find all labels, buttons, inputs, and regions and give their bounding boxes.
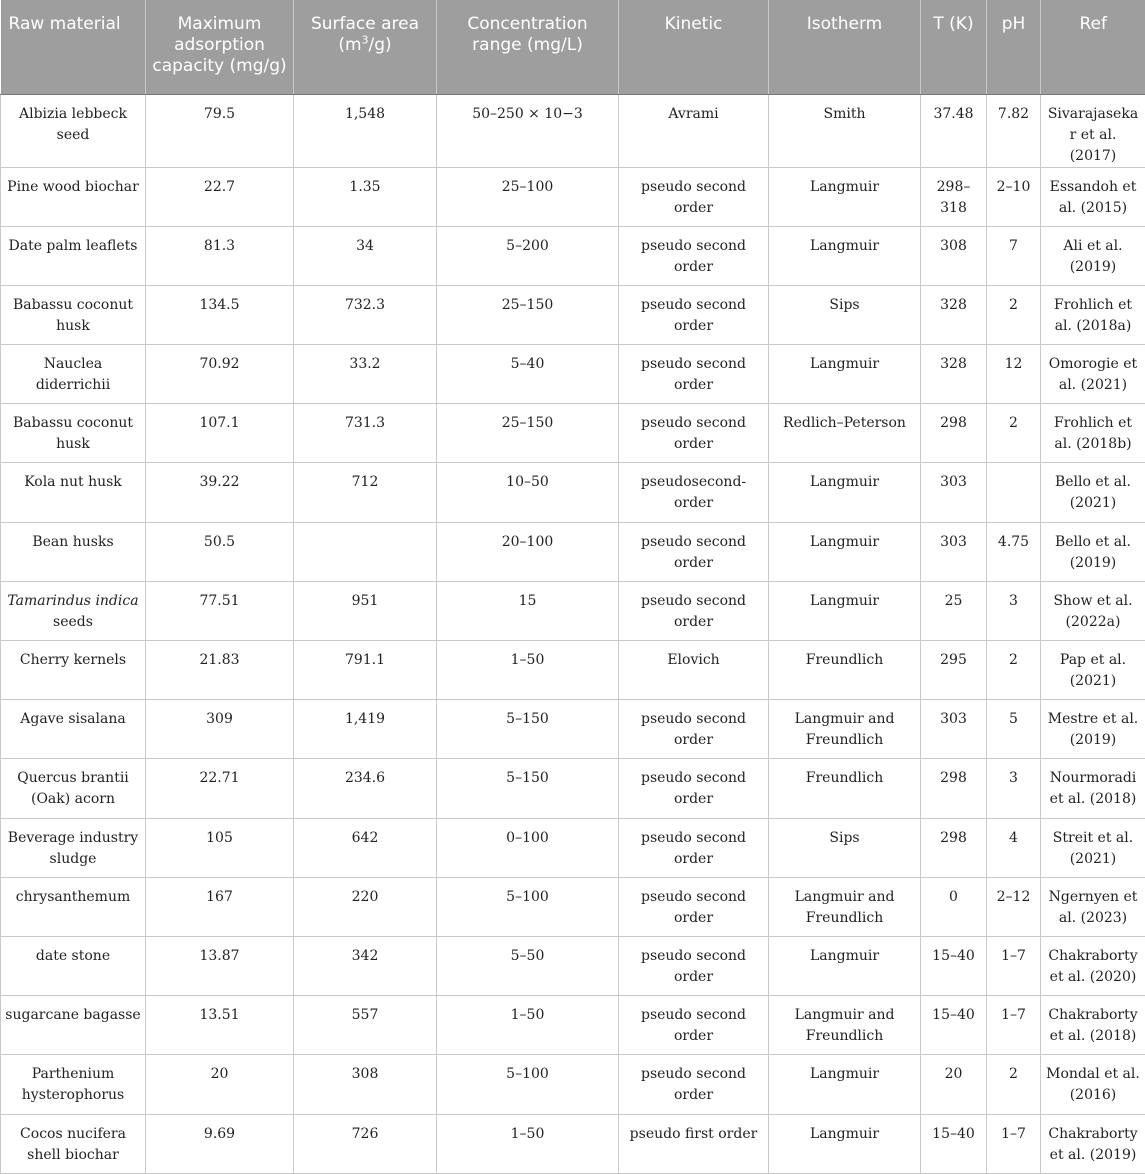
cell-raw-material: Cherry kernels	[1, 641, 146, 700]
cell-raw-material: chrysanthemum	[1, 877, 146, 936]
cell-ph: 2	[987, 285, 1041, 344]
cell-surface-area: 557	[294, 996, 437, 1055]
cell-temperature: 298	[921, 818, 987, 877]
cell-ref: Frohlich et al. (2018a)	[1041, 285, 1145, 344]
cell-ref: Bello et al. (2019)	[1041, 522, 1145, 581]
table-row	[1, 818, 1145, 877]
cell-ph: 2	[987, 404, 1041, 463]
cell-concentration: 10–50	[437, 463, 619, 522]
table-row	[1, 1055, 1145, 1114]
cell-concentration: 1–50	[437, 641, 619, 700]
cell-raw-material: Albizia lebbeck seed	[1, 94, 146, 167]
cell-ref: Streit et al. (2021)	[1041, 818, 1145, 877]
cell-surface-area: 726	[294, 1114, 437, 1173]
table-row	[1, 167, 1145, 226]
cell-raw-material	[1, 581, 146, 640]
cell-max-capacity: 39.22	[146, 463, 294, 522]
cell-surface-area: 1,419	[294, 700, 437, 759]
cell-isotherm: Sips	[769, 285, 921, 344]
cell-surface-area: 33.2	[294, 345, 437, 404]
cell-concentration: 25–100	[437, 167, 619, 226]
table-row	[1, 94, 1145, 167]
cell-ref: Mondal et al. (2016)	[1041, 1055, 1145, 1114]
cell-max-capacity: 81.3	[146, 226, 294, 285]
table-row	[1, 877, 1145, 936]
cell-isotherm: Freundlich	[769, 641, 921, 700]
cell-temperature: 298–318	[921, 167, 987, 226]
header-ph: pH	[987, 0, 1041, 94]
header-surface-area-unit-sup: 3	[362, 33, 369, 46]
header-raw-material: Raw material	[1, 0, 146, 94]
cell-isotherm: Langmuir	[769, 581, 921, 640]
cell-concentration: 5–100	[437, 1055, 619, 1114]
cell-kinetic: pseudo second order	[619, 818, 769, 877]
cell-raw-material: Parthenium hysterophorus	[1, 1055, 146, 1114]
cell-isotherm: Langmuir and Freundlich	[769, 996, 921, 1055]
cell-isotherm: Langmuir	[769, 167, 921, 226]
cell-max-capacity: 77.51	[146, 581, 294, 640]
cell-max-capacity: 105	[146, 818, 294, 877]
cell-concentration: 5–200	[437, 226, 619, 285]
cell-kinetic: pseudo second order	[619, 996, 769, 1055]
cell-ph: 3	[987, 581, 1041, 640]
cell-isotherm: Langmuir	[769, 522, 921, 581]
table-row	[1, 1114, 1145, 1173]
cell-isotherm: Langmuir and Freundlich	[769, 877, 921, 936]
cell-max-capacity: 13.87	[146, 936, 294, 995]
cell-ref: Chakraborty et al. (2018)	[1041, 996, 1145, 1055]
table-row	[1, 581, 1145, 640]
cell-ph: 1–7	[987, 1114, 1041, 1173]
cell-surface-area: 731.3	[294, 404, 437, 463]
cell-isotherm: Langmuir	[769, 345, 921, 404]
cell-temperature: 20	[921, 1055, 987, 1114]
cell-max-capacity: 79.5	[146, 94, 294, 167]
cell-isotherm: Langmuir and Freundlich	[769, 700, 921, 759]
cell-temperature: 25	[921, 581, 987, 640]
table-row	[1, 522, 1145, 581]
cell-ph: 1–7	[987, 936, 1041, 995]
cell-temperature: 328	[921, 285, 987, 344]
header-isotherm: Isotherm	[769, 0, 921, 94]
cell-ph: 3	[987, 759, 1041, 818]
table-body	[1, 94, 1145, 1173]
cell-surface-area: 220	[294, 877, 437, 936]
cell-concentration: 1–50	[437, 1114, 619, 1173]
cell-kinetic: Avrami	[619, 94, 769, 167]
cell-raw-material: Bean husks	[1, 522, 146, 581]
cell-surface-area: 791.1	[294, 641, 437, 700]
cell-isotherm: Langmuir	[769, 936, 921, 995]
header-surface-area-unit-pre: (m	[338, 35, 361, 55]
cell-surface-area: 308	[294, 1055, 437, 1114]
cell-ref: Omorogie et al. (2021)	[1041, 345, 1145, 404]
cell-ph: 7	[987, 226, 1041, 285]
cell-isotherm: Smith	[769, 94, 921, 167]
cell-concentration: 5–150	[437, 700, 619, 759]
cell-concentration: 5–50	[437, 936, 619, 995]
cell-ph: 4.75	[987, 522, 1041, 581]
cell-concentration: 5–40	[437, 345, 619, 404]
cell-raw-material: Babassu coconut husk	[1, 404, 146, 463]
cell-ph: 12	[987, 345, 1041, 404]
cell-ref: Chakraborty et al. (2020)	[1041, 936, 1145, 995]
cell-ref: Nourmoradi et al. (2018)	[1041, 759, 1145, 818]
table-row	[1, 226, 1145, 285]
cell-raw-material: Agave sisalana	[1, 700, 146, 759]
cell-max-capacity: 20	[146, 1055, 294, 1114]
cell-max-capacity: 134.5	[146, 285, 294, 344]
header-kinetic: Kinetic	[619, 0, 769, 94]
cell-surface-area: 34	[294, 226, 437, 285]
table-row	[1, 641, 1145, 700]
cell-raw-material: Date palm leaflets	[1, 226, 146, 285]
cell-temperature: 298	[921, 404, 987, 463]
cell-ph: 7.82	[987, 94, 1041, 167]
cell-temperature: 0	[921, 877, 987, 936]
cell-kinetic: pseudo second order	[619, 700, 769, 759]
cell-kinetic: pseudo second order	[619, 1055, 769, 1114]
cell-kinetic: pseudo second order	[619, 936, 769, 995]
cell-concentration: 1–50	[437, 996, 619, 1055]
cell-ph: 2–10	[987, 167, 1041, 226]
cell-max-capacity: 9.69	[146, 1114, 294, 1173]
cell-kinetic: pseudo second order	[619, 404, 769, 463]
cell-concentration: 25–150	[437, 404, 619, 463]
cell-temperature: 37.48	[921, 94, 987, 167]
cell-concentration: 25–150	[437, 285, 619, 344]
header-max-capacity: Maximum adsorption capacity (mg/g)	[146, 0, 294, 94]
cell-kinetic: pseudo second order	[619, 226, 769, 285]
cell-ref: Chakraborty et al. (2019)	[1041, 1114, 1145, 1173]
cell-temperature: 328	[921, 345, 987, 404]
cell-raw-material: date stone	[1, 936, 146, 995]
cell-concentration: 50–250 × 10−3	[437, 94, 619, 167]
cell-temperature: 295	[921, 641, 987, 700]
cell-temperature: 298	[921, 759, 987, 818]
cell-surface-area: 712	[294, 463, 437, 522]
cell-isotherm: Sips	[769, 818, 921, 877]
cell-ref: Pap et al. (2021)	[1041, 641, 1145, 700]
cell-raw-material: sugarcane bagasse	[1, 996, 146, 1055]
cell-kinetic: pseudo second order	[619, 522, 769, 581]
header-temperature: T (K)	[921, 0, 987, 94]
cell-raw-material: Kola nut husk	[1, 463, 146, 522]
cell-surface-area: 234.6	[294, 759, 437, 818]
cell-ref: Bello et al. (2021)	[1041, 463, 1145, 522]
cell-surface-area: 1,548	[294, 94, 437, 167]
table-row	[1, 996, 1145, 1055]
cell-max-capacity: 107.1	[146, 404, 294, 463]
cell-isotherm: Langmuir	[769, 226, 921, 285]
cell-surface-area: 342	[294, 936, 437, 995]
cell-kinetic: pseudo first order	[619, 1114, 769, 1173]
cell-max-capacity: 167	[146, 877, 294, 936]
cell-temperature: 303	[921, 463, 987, 522]
cell-surface-area: 732.3	[294, 285, 437, 344]
table-row	[1, 404, 1145, 463]
cell-temperature: 303	[921, 522, 987, 581]
cell-max-capacity: 309	[146, 700, 294, 759]
cell-kinetic: pseudo second order	[619, 345, 769, 404]
cell-concentration: 0–100	[437, 818, 619, 877]
cell-raw-material: Quercus brantii (Oak) acorn	[1, 759, 146, 818]
cell-ph: 2	[987, 641, 1041, 700]
header-surface-area-label: Surface area	[311, 14, 419, 34]
cell-temperature: 303	[921, 700, 987, 759]
cell-raw-material: Beverage industry sludge	[1, 818, 146, 877]
cell-kinetic: pseudosecond-order	[619, 463, 769, 522]
cell-raw-material: Nauclea diderrichii	[1, 345, 146, 404]
table-row	[1, 285, 1145, 344]
cell-ref: Essandoh et al. (2015)	[1041, 167, 1145, 226]
cell-concentration: 20–100	[437, 522, 619, 581]
cell-max-capacity: 21.83	[146, 641, 294, 700]
cell-ph: 4	[987, 818, 1041, 877]
cell-temperature: 308	[921, 226, 987, 285]
cell-raw-material: Cocos nucifera shell biochar	[1, 1114, 146, 1173]
cell-raw-material-rest: seeds	[53, 614, 93, 630]
cell-temperature: 15–40	[921, 1114, 987, 1173]
cell-kinetic: pseudo second order	[619, 877, 769, 936]
cell-ref: Ali et al. (2019)	[1041, 226, 1145, 285]
cell-ph: 2	[987, 1055, 1041, 1114]
cell-max-capacity: 13.51	[146, 996, 294, 1055]
cell-surface-area	[294, 522, 437, 581]
cell-raw-material: Pine wood biochar	[1, 167, 146, 226]
cell-kinetic: pseudo second order	[619, 581, 769, 640]
cell-isotherm: Langmuir	[769, 1114, 921, 1173]
table-row	[1, 759, 1145, 818]
cell-ph	[987, 463, 1041, 522]
header-ref: Ref	[1041, 0, 1145, 94]
cell-kinetic: Elovich	[619, 641, 769, 700]
table-row	[1, 463, 1145, 522]
cell-isotherm: Langmuir	[769, 463, 921, 522]
table-header	[1, 0, 1145, 94]
cell-isotherm: Redlich–Peterson	[769, 404, 921, 463]
header-surface-area	[294, 0, 437, 94]
header-row	[1, 0, 1145, 94]
cell-ref: Mestre et al. (2019)	[1041, 700, 1145, 759]
cell-ref: Show et al. (2022a)	[1041, 581, 1145, 640]
table-row	[1, 700, 1145, 759]
cell-ph: 1–7	[987, 996, 1041, 1055]
cell-max-capacity: 70.92	[146, 345, 294, 404]
cell-surface-area: 1.35	[294, 167, 437, 226]
cell-concentration: 5–100	[437, 877, 619, 936]
cell-ref: Sivarajasekar et al. (2017)	[1041, 94, 1145, 167]
cell-temperature: 15–40	[921, 936, 987, 995]
cell-max-capacity: 22.7	[146, 167, 294, 226]
cell-concentration: 5–150	[437, 759, 619, 818]
cell-max-capacity: 22.71	[146, 759, 294, 818]
cell-surface-area: 642	[294, 818, 437, 877]
cell-concentration: 15	[437, 581, 619, 640]
cell-kinetic: pseudo second order	[619, 759, 769, 818]
cell-isotherm: Langmuir	[769, 1055, 921, 1114]
cell-temperature: 15–40	[921, 996, 987, 1055]
cell-raw-material-italic: Tamarindus indica	[7, 593, 138, 609]
header-concentration: Concentration range (mg/L)	[437, 0, 619, 94]
cell-kinetic: pseudo second order	[619, 167, 769, 226]
cell-ref: Ngernyen et al. (2023)	[1041, 877, 1145, 936]
table-row	[1, 936, 1145, 995]
cell-isotherm: Freundlich	[769, 759, 921, 818]
table-row	[1, 345, 1145, 404]
cell-ph: 2–12	[987, 877, 1041, 936]
cell-kinetic: pseudo second order	[619, 285, 769, 344]
cell-raw-material: Babassu coconut husk	[1, 285, 146, 344]
cell-max-capacity: 50.5	[146, 522, 294, 581]
cell-ph: 5	[987, 700, 1041, 759]
header-surface-area-unit-post: /g)	[369, 35, 392, 55]
cell-ref: Frohlich et al. (2018b)	[1041, 404, 1145, 463]
cell-surface-area: 951	[294, 581, 437, 640]
